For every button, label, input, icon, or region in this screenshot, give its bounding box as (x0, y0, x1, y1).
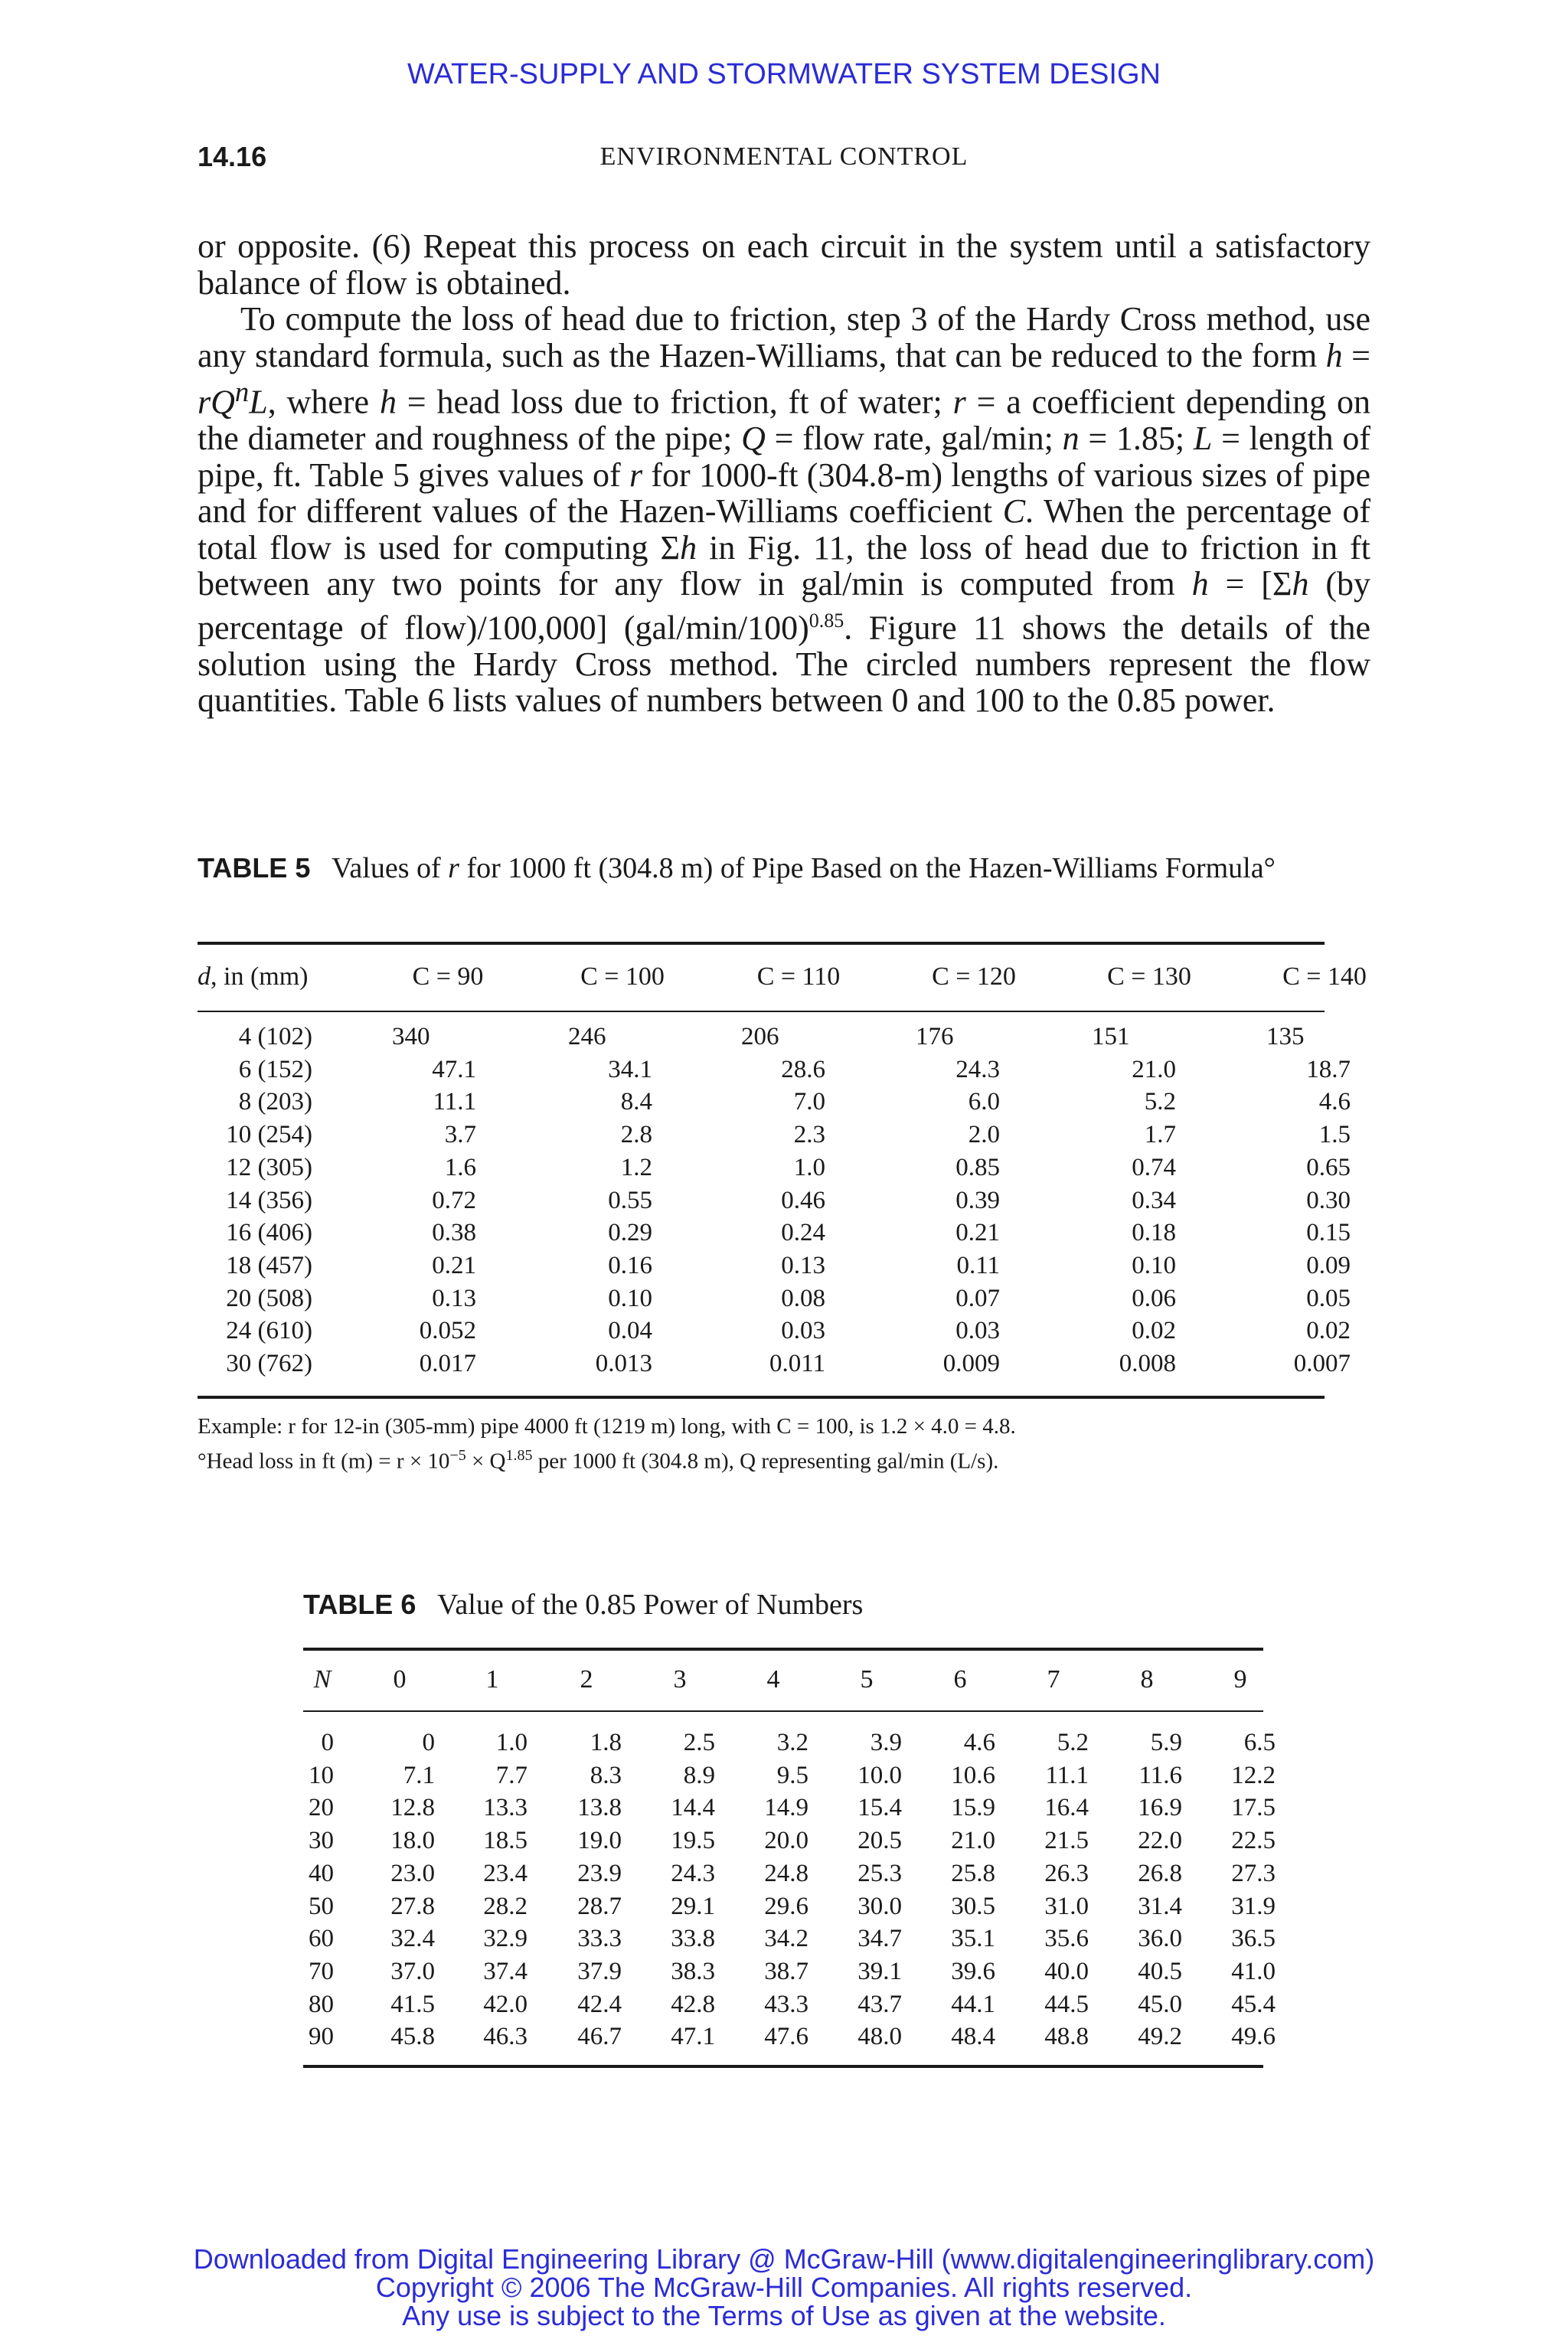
table5-header-c1: C = 90 (412, 962, 484, 991)
table6-cell: 29.6 (764, 1892, 808, 1920)
table5-cell: 11.1 (433, 1088, 476, 1116)
table6-cell: 15.9 (951, 1794, 995, 1822)
table5-cell: 0.13 (781, 1251, 825, 1279)
table6-cell: 37.4 (483, 1957, 528, 1985)
table6-cell: 40.0 (1044, 1957, 1089, 1985)
table6-cell: 23.4 (483, 1859, 528, 1887)
page-number: 14.16 (198, 141, 267, 172)
table6-bottom-rule (303, 2065, 1263, 2068)
table6-cell: 37.9 (577, 1957, 622, 1985)
table5-header-c5: C = 130 (1107, 962, 1191, 991)
table6-cell: 44.1 (951, 1990, 995, 2018)
table5-cell: 0.85 (956, 1153, 1000, 1181)
table5-cell: 24.3 (956, 1055, 1000, 1083)
table6-row-n: 50 (309, 1892, 334, 1920)
table6-cell: 21.5 (1044, 1827, 1089, 1855)
table5-cell: 0.24 (781, 1219, 825, 1247)
table6-cell: 20.5 (858, 1827, 902, 1855)
table5-cell: 2.8 (620, 1121, 652, 1149)
table6-cell: 20.0 (764, 1827, 808, 1855)
table5-label: TABLE 5 (198, 852, 311, 884)
table5-cell: 1.0 (793, 1153, 825, 1181)
table6-cell: 16.9 (1138, 1794, 1182, 1822)
table5-row-d: 20 (508) (226, 1284, 312, 1312)
table6-cell: 30.5 (951, 1892, 995, 1920)
table5-footnote: °Head loss in ft $(m) = r \times 10^{-5} \times Q^{1.85}$ per 1000 ft (304.8 m), Q representing gal/min (L/s). (198, 1447, 999, 1474)
table6-cell: 39.6 (951, 1957, 995, 1985)
table5-cell: 2.0 (968, 1121, 1000, 1149)
table6-cell: 5.9 (1150, 1729, 1182, 1756)
table5-bottom-rule (198, 1396, 1325, 1399)
table6-cell: 10.6 (951, 1761, 995, 1789)
table6-cell: 27.8 (390, 1892, 435, 1920)
table5-cell: 0.18 (1132, 1219, 1176, 1247)
table6-cell: 21.0 (951, 1827, 995, 1855)
table5-cell: 0.009 (942, 1350, 1000, 1377)
table6-cell: 43.7 (858, 1990, 902, 2018)
table5-cell: 0.55 (608, 1186, 652, 1214)
table6-cell: 33.3 (577, 1925, 622, 1953)
table5-row-d: 14 (356) (226, 1186, 312, 1214)
table6-cell: 23.0 (390, 1859, 435, 1887)
table5-cell: 206 (741, 1023, 779, 1050)
table5-cell: 0.15 (1306, 1219, 1351, 1247)
paragraph-1: or opposite. (6) Repeat this process on each circuit in the system until a satisfactory balance of flow is obtained. (198, 227, 1370, 302)
table5-cell: 0.03 (781, 1317, 825, 1345)
table6-cell: 7.1 (403, 1761, 435, 1789)
table6-row-n: 80 (309, 1990, 334, 2018)
table6-row-n: 20 (309, 1794, 334, 1822)
table6-cell: 14.9 (764, 1794, 808, 1822)
table5-cell: 0.03 (956, 1317, 1000, 1345)
table5-row-d: 18 (457) (226, 1251, 312, 1279)
table6-cell: 8.3 (590, 1761, 622, 1789)
table6-cell: 30.0 (858, 1892, 902, 1920)
download-footer (0, 2245, 1568, 2330)
table5-cell: 246 (568, 1023, 606, 1050)
table6-cell: 38.3 (671, 1957, 715, 1985)
table5-row-d: 4 (102) (238, 1023, 312, 1050)
table5-cell: 4.6 (1318, 1088, 1351, 1116)
table6-cell: 35.6 (1044, 1925, 1089, 1953)
table6-cell: 27.3 (1231, 1859, 1276, 1887)
table5-header-rule (198, 1011, 1325, 1012)
table6-cell: 34.7 (858, 1925, 902, 1953)
table6-cell: 26.8 (1138, 1859, 1182, 1887)
table5-cell: 0.052 (419, 1317, 476, 1345)
table6-cell: 25.3 (858, 1859, 902, 1887)
table6-cell: 31.4 (1138, 1892, 1182, 1920)
table6-cell: 13.3 (483, 1794, 528, 1822)
table6-cell: 24.3 (671, 1859, 715, 1887)
table5-cell: 0.08 (781, 1284, 825, 1312)
table5-cell: 3.7 (444, 1121, 476, 1149)
table5-cell: 0.07 (956, 1284, 1000, 1312)
table6-cell: 40.5 (1138, 1957, 1182, 1985)
table6-cell: 31.9 (1231, 1892, 1276, 1920)
table6-cell: 35.1 (951, 1925, 995, 1953)
table6-cell: 3.9 (870, 1729, 902, 1756)
table6-header-col1: 1 (485, 1665, 499, 1694)
body-text (198, 228, 1370, 719)
table6-cell: 0 (422, 1729, 435, 1756)
table6-header-col2: 2 (580, 1665, 593, 1694)
table6-cell: 48.4 (951, 2023, 995, 2051)
table5-caption: TABLE 5 Values of r for 1000 ft (304.8 m) of Pipe Based on the Hazen-Williams Formula° (198, 852, 1276, 884)
table5-cell: 0.011 (769, 1350, 825, 1377)
table5-row-d: 12 (305) (226, 1153, 312, 1181)
table6-cell: 37.0 (390, 1957, 435, 1985)
table5-cell: 0.29 (608, 1219, 652, 1247)
table6-cell: 36.5 (1231, 1925, 1276, 1953)
table5-cell: 0.013 (595, 1350, 652, 1377)
table5-row-d: 30 (762) (226, 1350, 312, 1377)
table6-cell: 44.5 (1044, 1990, 1089, 2018)
table5-cell: 0.017 (419, 1350, 476, 1377)
table6-cell: 33.8 (671, 1925, 715, 1953)
table6-cell: 49.2 (1138, 2023, 1182, 2051)
table5-cell: 0.65 (1306, 1153, 1351, 1181)
table6-cell: 38.7 (764, 1957, 808, 1985)
table5-cell: 0.02 (1306, 1317, 1351, 1345)
table6-header-col9: 9 (1233, 1665, 1247, 1694)
table5-cell: 0.74 (1132, 1153, 1176, 1181)
table6-cell: 45.0 (1138, 1990, 1182, 2018)
table6-header-col0: 0 (393, 1665, 407, 1694)
table5-cell: 47.1 (432, 1055, 476, 1083)
table6-top-rule (303, 1648, 1263, 1651)
table6-cell: 24.8 (764, 1859, 808, 1887)
table5-cell: 0.007 (1293, 1350, 1351, 1377)
table6-header-col3: 3 (673, 1665, 687, 1694)
table5-cell: 0.30 (1306, 1186, 1351, 1214)
table5-cell: 0.16 (608, 1251, 652, 1279)
table6-cell: 48.8 (1044, 2023, 1089, 2051)
table5-cell: 0.05 (1306, 1284, 1351, 1312)
table6-cell: 31.0 (1044, 1892, 1089, 1920)
table6-row-n: 60 (309, 1925, 334, 1953)
paragraph-2: To compute the loss of head due to friction, step 3 of the Hardy Cross method, use any standard formula, such as the Hazen-Williams, that can be reduced to the form $h = rQ^nL$, where h = head loss due to friction, ft of water; r = a coefficient depending on the diameter and roughness of the pipe; Q = flow rate, gal/min; n = 1.85; L = length of pipe, ft. Table 5 gives values of r for 1000-ft (304.8-m) lengths of various sizes of pipe and for different values of the Hazen-Williams coefficient C. When the percentage of total flow is used for computing Σh in Fig. 11, the loss of head due to friction in ft between any two points for any flow in gal/min is computed from h = [Σh (by percentage of flow)/100,000] $(gal/\min/100)^{0.85}$. Figure 11 shows the details of the solution using the Hardy Cross method. The circled numbers represent the flow quantities. Table 6 lists values of numbers between 0 and 100 to the 0.85 power. (198, 300, 1371, 720)
table6-cell: 1.0 (495, 1729, 528, 1756)
table6-cell: 41.5 (390, 1990, 435, 2018)
table6-cell: 45.8 (390, 2023, 435, 2051)
running-head: ENVIRONMENTAL CONTROL (599, 142, 969, 171)
table5-cell: 0.09 (1306, 1251, 1351, 1279)
table5-cell: 21.0 (1132, 1055, 1176, 1083)
table6-row-n: 40 (309, 1859, 334, 1887)
table5-cell: 8.4 (620, 1088, 652, 1116)
table6-cell: 12.2 (1231, 1761, 1276, 1789)
table6-cell: 49.6 (1231, 2023, 1276, 2051)
table6-cell: 5.2 (1057, 1729, 1089, 1756)
table6-cell: 16.4 (1044, 1794, 1089, 1822)
table5-cell: 0.04 (608, 1317, 652, 1345)
table6-cell: 45.4 (1231, 1990, 1276, 2018)
table6-cell: 19.5 (671, 1827, 715, 1855)
table5-cell: 0.38 (432, 1219, 476, 1247)
table6-cell: 18.0 (390, 1827, 435, 1855)
table5-cell: 0.13 (432, 1284, 476, 1312)
table5-cell: 0.10 (1132, 1251, 1176, 1279)
table6-cell: 26.3 (1044, 1859, 1089, 1887)
table5-cell: 0.11 (956, 1251, 1000, 1279)
table6-header-col6: 6 (953, 1665, 967, 1694)
table5-header-c4: C = 120 (932, 962, 1016, 991)
table6-cell: 13.8 (577, 1794, 622, 1822)
footer-line-1[interactable]: Downloaded from Digital Engineering Library @ McGraw-Hill (www.digitalengineeringlibrary.com) (193, 2243, 1375, 2275)
table5-cell: 1.6 (444, 1153, 476, 1181)
table5-row-d: 10 (254) (226, 1121, 312, 1149)
table6-cell: 34.2 (764, 1925, 808, 1953)
table5-row-d: 6 (152) (238, 1055, 312, 1083)
table6-cell: 7.7 (495, 1761, 528, 1789)
table6-cell: 47.6 (764, 2023, 808, 2051)
table6-cell: 2.5 (683, 1729, 715, 1756)
table6-cell: 39.1 (858, 1957, 902, 1985)
table6-cell: 15.4 (858, 1794, 902, 1822)
table5-cell: 1.2 (620, 1153, 652, 1181)
table5-cell: 0.008 (1119, 1350, 1176, 1377)
table6-header-n: N (313, 1665, 332, 1694)
table5-cell: 5.2 (1144, 1088, 1176, 1116)
table6-cell: 28.7 (577, 1892, 622, 1920)
table5-cell: 176 (916, 1023, 954, 1050)
table5-top-rule (198, 942, 1325, 945)
table6-header-col5: 5 (860, 1665, 874, 1694)
table6-cell: 42.0 (483, 1990, 528, 2018)
footer-line-3: Any use is subject to the Terms of Use as given at the website. (402, 2300, 1166, 2331)
table6-cell: 29.1 (671, 1892, 715, 1920)
table5-header-c2: C = 100 (580, 962, 665, 991)
table6-cell: 46.3 (483, 2023, 528, 2051)
table5-cell: 0.34 (1132, 1186, 1176, 1214)
table5-cell: 340 (392, 1023, 430, 1050)
table6-cell: 10.0 (858, 1761, 902, 1789)
table6-caption: TABLE 6 Value of the 0.85 Power of Numbers (303, 1589, 864, 1621)
table5-cell: 34.1 (608, 1055, 652, 1083)
table5-cell: 0.21 (432, 1251, 476, 1279)
table6-cell: 17.5 (1231, 1794, 1276, 1822)
table6-cell: 19.0 (577, 1827, 622, 1855)
table6-header-rule (303, 1710, 1263, 1712)
table5-cell: 0.10 (608, 1284, 652, 1312)
table5-cell: 2.3 (793, 1121, 825, 1149)
table6-cell: 48.0 (858, 2023, 902, 2051)
table5-cell: 1.7 (1144, 1121, 1176, 1149)
footer-line-2: Copyright © 2006 The McGraw-Hill Companies. All rights reserved. (375, 2272, 1193, 2303)
table6-cell: 43.3 (764, 1990, 808, 2018)
table6-cell: 47.1 (671, 2023, 715, 2051)
table5-cell: 18.7 (1306, 1055, 1351, 1083)
table6-cell: 11.1 (1045, 1761, 1089, 1789)
table5-cell: 0.39 (956, 1186, 1000, 1214)
table6-cell: 36.0 (1138, 1925, 1182, 1953)
table6-cell: 6.5 (1243, 1729, 1276, 1756)
table6-label: TABLE 6 (303, 1589, 416, 1620)
table6-row-n: 70 (309, 1957, 334, 1985)
table6-cell: 12.8 (390, 1794, 435, 1822)
table6-cell: 25.8 (951, 1859, 995, 1887)
table5-header-d: d, in (mm) (198, 962, 309, 991)
table6-cell: 46.7 (577, 2023, 622, 2051)
table5-cell: 1.5 (1318, 1121, 1351, 1149)
table6-cell: 32.9 (483, 1925, 528, 1953)
table6-cell: 11.6 (1138, 1761, 1182, 1789)
table5-row-d: 8 (203) (238, 1088, 312, 1116)
table6-cell: 9.5 (776, 1761, 808, 1789)
table5-cell: 151 (1092, 1023, 1130, 1050)
table6-header-col7: 7 (1047, 1665, 1060, 1694)
table5-header-c6: C = 140 (1282, 962, 1367, 991)
chapter-title: WATER-SUPPLY AND STORMWATER SYSTEM DESIGN (407, 58, 1161, 90)
table5-cell: 28.6 (781, 1055, 825, 1083)
table6-cell: 23.9 (577, 1859, 622, 1887)
table6-row-n: 30 (309, 1827, 334, 1855)
table6-cell: 32.4 (390, 1925, 435, 1953)
table5-cell: 135 (1266, 1023, 1305, 1050)
table6-header-col8: 8 (1140, 1665, 1154, 1694)
table6-cell: 41.0 (1231, 1957, 1276, 1985)
table5-cell: 0.21 (956, 1219, 1000, 1247)
table5-cell: 0.72 (432, 1186, 476, 1214)
table6-cell: 28.2 (483, 1892, 528, 1920)
table5-cell: 0.46 (781, 1186, 825, 1214)
table5-row-d: 16 (406) (226, 1219, 312, 1247)
table6-row-n: 10 (309, 1761, 334, 1789)
table6-cell: 8.9 (683, 1761, 715, 1789)
table6-header-col4: 4 (766, 1665, 780, 1694)
table6-cell: 18.5 (483, 1827, 528, 1855)
table6-row-n: 90 (309, 2023, 334, 2051)
table5-cell: 7.0 (793, 1088, 825, 1116)
table5-row-d: 24 (610) (226, 1317, 312, 1345)
table6-cell: 4.6 (963, 1729, 995, 1756)
table6-cell: 1.8 (590, 1729, 622, 1756)
table5-cell: 0.06 (1132, 1284, 1176, 1312)
table5-example-note: Example: r for 12-in (305-mm) pipe 4000 ft (1219 m) long, with C = 100, is 1.2 × 4.0 = 4.8. (198, 1414, 1016, 1439)
table6-cell: 22.0 (1138, 1827, 1182, 1855)
table5-header-c3: C = 110 (756, 962, 841, 991)
table6-cell: 14.4 (671, 1794, 715, 1822)
table5-cell: 6.0 (968, 1088, 1000, 1116)
table6-cell: 42.8 (671, 1990, 715, 2018)
table6-cell: 42.4 (577, 1990, 622, 2018)
table5-cell: 0.02 (1132, 1317, 1176, 1345)
table6-cell: 3.2 (776, 1729, 808, 1756)
table6-cell: 22.5 (1231, 1827, 1276, 1855)
table6-row-n: 0 (321, 1729, 334, 1756)
